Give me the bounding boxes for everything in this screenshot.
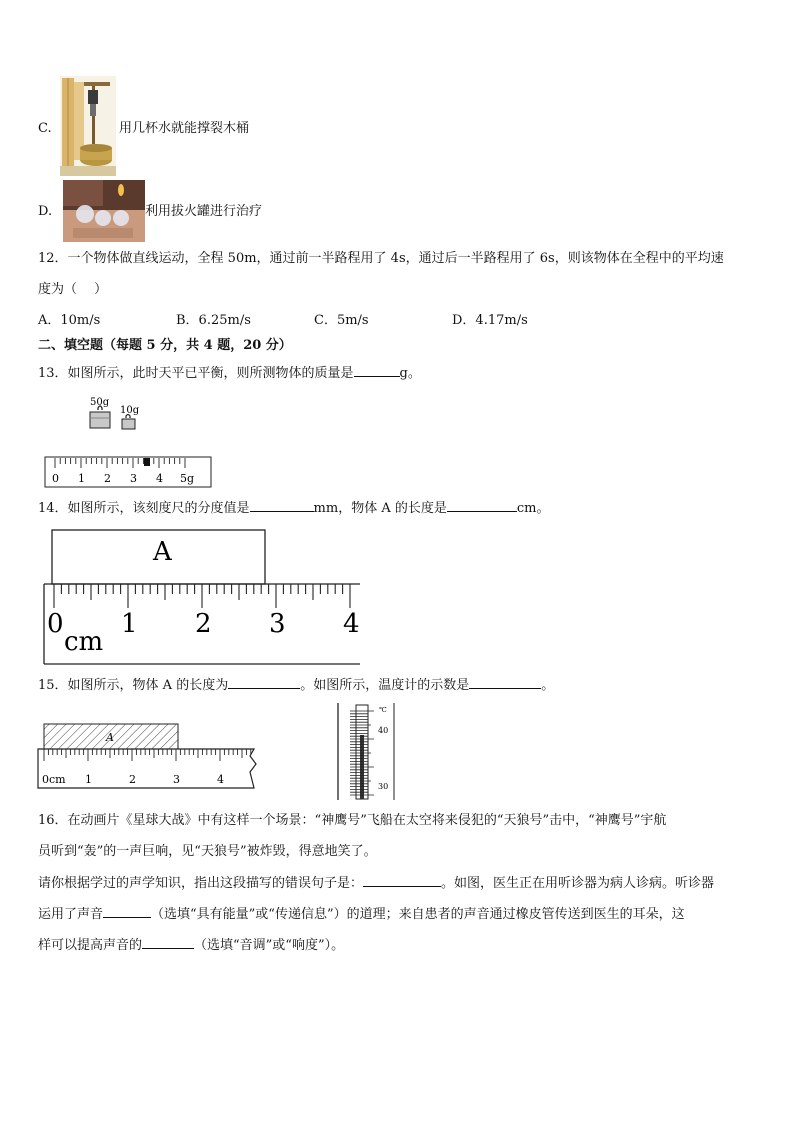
q16-stem-line5	[38, 936, 344, 955]
q12-option-d: D．4.17m/s	[452, 313, 528, 328]
option-d-text: 利用拔火罐进行治疗	[145, 204, 263, 219]
ruler-label: 2	[129, 773, 136, 786]
q12-option-a: A．10m/s	[38, 313, 101, 328]
q16-blank-3[interactable]	[142, 936, 194, 949]
ruler-label: 3	[173, 773, 180, 786]
weight-10g-label: 10g	[120, 405, 140, 416]
q15-thermometer-figure	[336, 703, 396, 801]
q14-blank-1[interactable]	[250, 499, 314, 512]
option-c-letter: C.	[38, 121, 52, 136]
scale-label: 1	[78, 472, 85, 485]
q16-line5-post: （选填“音调”或“响度”）。	[194, 938, 345, 953]
q14-blank-2[interactable]	[447, 499, 517, 512]
q15-blank-1[interactable]	[228, 676, 300, 689]
option-d-letter: D.	[38, 204, 53, 219]
scale-label: 3	[130, 472, 137, 485]
q16-stem-line4	[38, 905, 685, 924]
object-a-label: A	[153, 537, 172, 567]
thermometer-label-30: 30	[378, 782, 389, 791]
scale-label: 4	[156, 472, 163, 485]
q15-stem-post: 。	[541, 678, 555, 693]
q14-stem	[38, 499, 549, 518]
scale-label: 5g	[180, 472, 195, 485]
q15-blank-2[interactable]	[469, 676, 541, 689]
q13-balance-figure	[44, 392, 214, 490]
q16-line3-pre: 请你根据学过的声学知识，指出这段描写的错误句子是：	[38, 876, 364, 891]
ruler-label: 0	[47, 609, 64, 639]
q16-stem-line2: 员听到“轰”的一声巨响，见“天狼号”被炸毁，得意地笑了。	[38, 844, 377, 859]
q13-stem	[38, 364, 421, 383]
ruler-label: 4	[217, 773, 224, 786]
ruler-label: 3	[269, 609, 286, 639]
q15-stem	[38, 676, 554, 695]
ruler-label: 1	[121, 609, 138, 639]
ruler-label: 0cm	[42, 773, 66, 786]
q14-stem-pre: 14．如图所示，该刻度尺的分度值是	[38, 501, 250, 516]
q12-option-c: C．5m/s	[314, 313, 369, 328]
q14-stem-post: cm。	[516, 501, 550, 516]
q15-stem-mid: 。如图所示，温度计的示数是	[300, 678, 470, 693]
q14-stem-mid: mm，物体 A 的长度是	[313, 501, 447, 516]
q14-ruler-figure	[42, 528, 364, 668]
cupping-therapy-image	[63, 180, 145, 242]
balance-rider	[144, 458, 150, 466]
q16-line3-post: 。如图，医生正在用听诊器为病人诊病。听诊器	[441, 876, 715, 891]
scale-label: 0	[52, 472, 59, 485]
q13-stem-pre: 13．如图所示，此时天平已平衡，则所测物体的质量是	[38, 366, 354, 381]
q16-line5-pre: 样可以提高声音的	[38, 938, 143, 953]
thermometer-unit: ℃	[379, 706, 387, 714]
scale-label: 2	[104, 472, 111, 485]
q12-stem-line2: 度为（ ）	[38, 282, 108, 297]
q15-stem-pre: 15．如图所示，物体 A 的长度为	[38, 678, 229, 693]
q13-stem-post: g。	[399, 366, 421, 381]
q16-line4-post: （选填“具有能量”或“传递信息”）的道理；来自患者的声音通过橡皮管传送到医生的耳朵，这	[151, 907, 685, 922]
q16-blank-1[interactable]	[363, 874, 441, 887]
section-fill-in-heading: 二、填空题（每题 5 分，共 4 题，20 分）	[38, 338, 292, 353]
q12-stem-line1: 12．一个物体做直线运动，全程 50m，通过前一半路程用了 4s，通过后一半路程用了 6s，则该物体在全程中的平均速	[38, 251, 724, 266]
option-c-text: 用几杯水就能撑裂木桶	[119, 121, 250, 136]
barrel-experiment-image	[60, 76, 116, 176]
ruler-unit-cm: cm	[64, 627, 104, 657]
ruler-label: 4	[343, 609, 360, 639]
ruler-label: 2	[195, 609, 212, 639]
q16-stem-line1: 16．在动画片《星球大战》中有这样一个场景：“神鹰号”飞船在太空将来侵犯的“天狼号”击中，“神鹰号”宇航	[38, 813, 667, 828]
weight-50g-label: 50g	[90, 397, 110, 408]
thermometer-label-40: 40	[378, 726, 389, 735]
q13-answer-blank[interactable]	[354, 364, 400, 377]
q15-ruler-figure	[36, 720, 260, 792]
ruler-label: 1	[85, 773, 92, 786]
q16-line4-pre: 运用了声音	[38, 907, 104, 922]
q16-blank-2[interactable]	[103, 905, 151, 918]
q16-stem-line3	[38, 874, 714, 893]
q12-option-b: B．6.25m/s	[176, 313, 251, 328]
object-a-label: A	[106, 731, 114, 744]
